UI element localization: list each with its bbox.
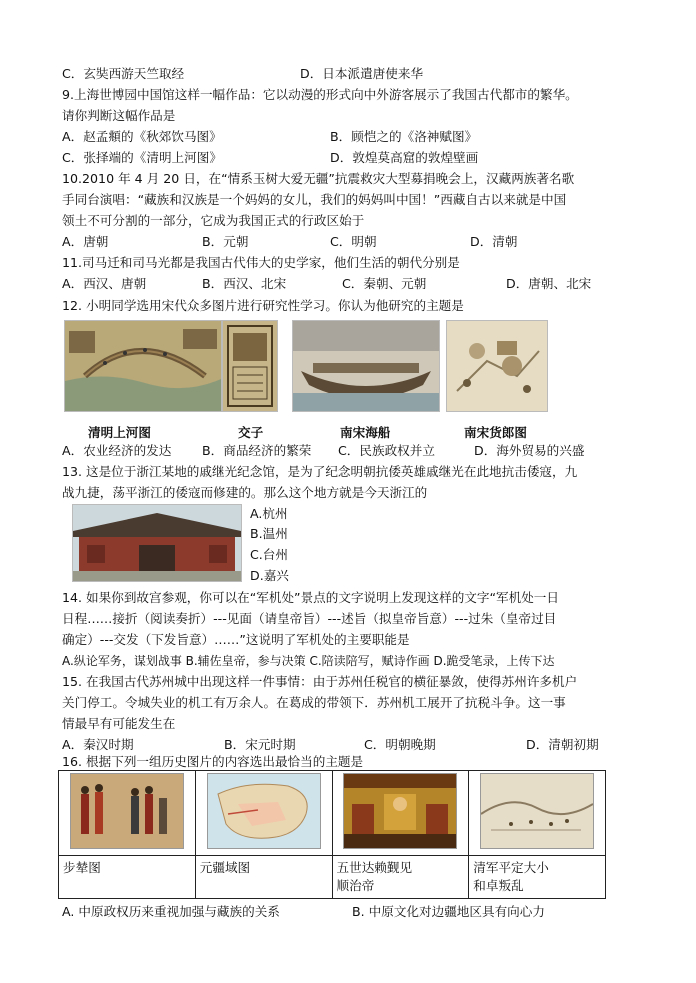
- q15-stem-line2: 关门停工。令城失业的机工有万余人。在葛成的带领下．苏州机工展开了抗税斗争。这一事: [62, 695, 566, 710]
- q11-option-c: C．秦朝、元朝: [342, 276, 427, 291]
- q11-option-d: D．唐朝、北宋: [506, 276, 592, 291]
- q12-caption-qingming: 清明上河图: [88, 425, 151, 440]
- q15-option-b: B．宋元时期: [224, 737, 296, 752]
- q10-option-a: A．唐朝: [62, 234, 109, 249]
- buniantu-painting-image: [70, 773, 184, 849]
- q16-cell-image-2: [195, 771, 332, 856]
- q14-options: A.纵论军务，谋划战事 B.辅佐皇帝，参与决策 C.陪读陪写，赋诗作画 D.跪受笔录，上传下达: [62, 654, 555, 668]
- song-ship-image: [292, 320, 440, 412]
- q16-cell-image-3: [332, 771, 469, 856]
- q13-option-d: D.嘉兴: [250, 568, 289, 583]
- q13-option-b: B.温州: [250, 526, 288, 541]
- jiaozi-banknote-image: [222, 320, 278, 412]
- q13-option-a: A.杭州: [250, 506, 288, 521]
- q12-caption-ship: 南宋海船: [340, 425, 391, 440]
- q8-option-c: C．玄奘西游天竺取经: [62, 66, 185, 81]
- q9-stem-line2: 请你判断这幅作品是: [62, 108, 176, 123]
- q16-label-4: 清军平定大小 和卓叛乱: [469, 856, 606, 899]
- q10-option-c: C．明朝: [330, 234, 377, 249]
- q16-stem: 16. 根据下列一组历史图片的内容选出最恰当的主题是: [62, 754, 364, 769]
- q13-option-c: C.台州: [250, 547, 288, 562]
- q16-label-1: 步辇图: [59, 856, 196, 899]
- q11-stem: 11.司马迁和司马光都是我国古代伟大的史学家，他们生活的朝代分别是: [62, 255, 460, 270]
- q8-option-d: D．日本派遣唐使来华: [300, 66, 424, 81]
- qing-army-painting-image: [480, 773, 594, 849]
- q12-option-d: D．海外贸易的兴盛: [474, 443, 585, 458]
- q10-option-b: B．元朝: [202, 234, 249, 249]
- q16-option-a: A. 中原政权历来重视加强与藏族的关系: [62, 904, 280, 919]
- memorial-hall-image: [72, 504, 242, 582]
- q14-stem-line3: 确定）---交发（下发旨意）……”这说明了军机处的主要职能是: [62, 632, 410, 647]
- qingming-painting-image: [64, 320, 222, 412]
- q16-label-3: 五世达赖觐见 顺治帝: [332, 856, 469, 899]
- q13-stem-line2: 战九捷，荡平浙江的倭寇而修建的。那么这个地方就是今天浙江的: [62, 485, 428, 500]
- yuan-territory-map-image: [207, 773, 321, 849]
- peddler-painting-image: [446, 320, 548, 412]
- q15-stem-line3: 情最早有可能发生在: [62, 716, 176, 731]
- q15-stem-line1: 15. 在我国古代苏州城中出现这样一件事情：由于苏州任税官的横征暴敛，使得苏州许多机户: [62, 674, 578, 689]
- q12-stem: 12. 小明同学选用宋代众多图片进行研究性学习。你认为他研究的主题是: [62, 298, 464, 313]
- q12-caption-jiaozi: 交子: [238, 425, 264, 440]
- q16-picture-table: [58, 770, 606, 899]
- q12-option-c: C．民族政权并立: [338, 443, 435, 458]
- q12-caption-peddler: 南宋货郎图: [464, 425, 527, 440]
- q10-stem-line1: 10.2010 年 4 月 20 日，在“情系玉树大爱无疆”抗震救灾大型募捐晚会上，汉藏两族著名歌: [62, 171, 575, 186]
- q16-cell-image-1: [59, 771, 196, 856]
- q14-stem-line2: 日程……接折（阅读奏折）---见面（请皇帝旨）---述旨（拟皇帝旨意）---过朱（皇帝过目: [62, 611, 557, 626]
- q13-stem-line1: 13. 这是位于浙江某地的戚继光纪念馆，是为了纪念明朝抗倭英雄戚继光在此地抗击倭寇，九: [62, 464, 578, 479]
- q15-option-c: C．明朝晚期: [364, 737, 436, 752]
- q15-option-a: A．秦汉时期: [62, 737, 134, 752]
- q16-label-2: 元疆域图: [195, 856, 332, 899]
- q10-stem-line2: 手同台演唱：“藏族和汉族是一个妈妈的女儿，我们的妈妈叫中国！”西藏自古以来就是中国: [62, 192, 567, 207]
- q10-stem-line3: 领土不可分割的一部分，它成为我国正式的行政区始于: [62, 213, 365, 228]
- q9-option-d: D．敦煌莫高窟的敦煌壁画: [330, 150, 479, 165]
- q9-option-b: B．顾恺之的《洛神赋图》: [330, 129, 478, 144]
- q14-stem-line1: 14. 如果你到故宫参观，你可以在“军机处”景点的文字说明上发现这样的文字“军机处一日: [62, 590, 559, 605]
- q10-option-d: D．清朝: [470, 234, 518, 249]
- q16-option-b: B. 中原文化对边疆地区具有向心力: [352, 904, 545, 919]
- q11-option-b: B．西汉、北宋: [202, 276, 287, 291]
- dalai-lama-painting-image: [343, 773, 457, 849]
- q12-option-a: A．农业经济的发达: [62, 443, 172, 458]
- q9-option-c: C．张择端的《清明上河图》: [62, 150, 222, 165]
- q16-cell-image-4: [469, 771, 606, 856]
- q11-option-a: A．西汉、唐朝: [62, 276, 147, 291]
- q9-stem-line1: 9.上海世博园中国馆这样一幅作品：它以动漫的形式向中外游客展示了我国古代都市的繁华。: [62, 87, 578, 102]
- q9-option-a: A．赵孟頫的《秋郊饮马图》: [62, 129, 222, 144]
- q15-option-d: D．清朝初期: [526, 737, 599, 752]
- q12-option-b: B．商品经济的繁荣: [202, 443, 312, 458]
